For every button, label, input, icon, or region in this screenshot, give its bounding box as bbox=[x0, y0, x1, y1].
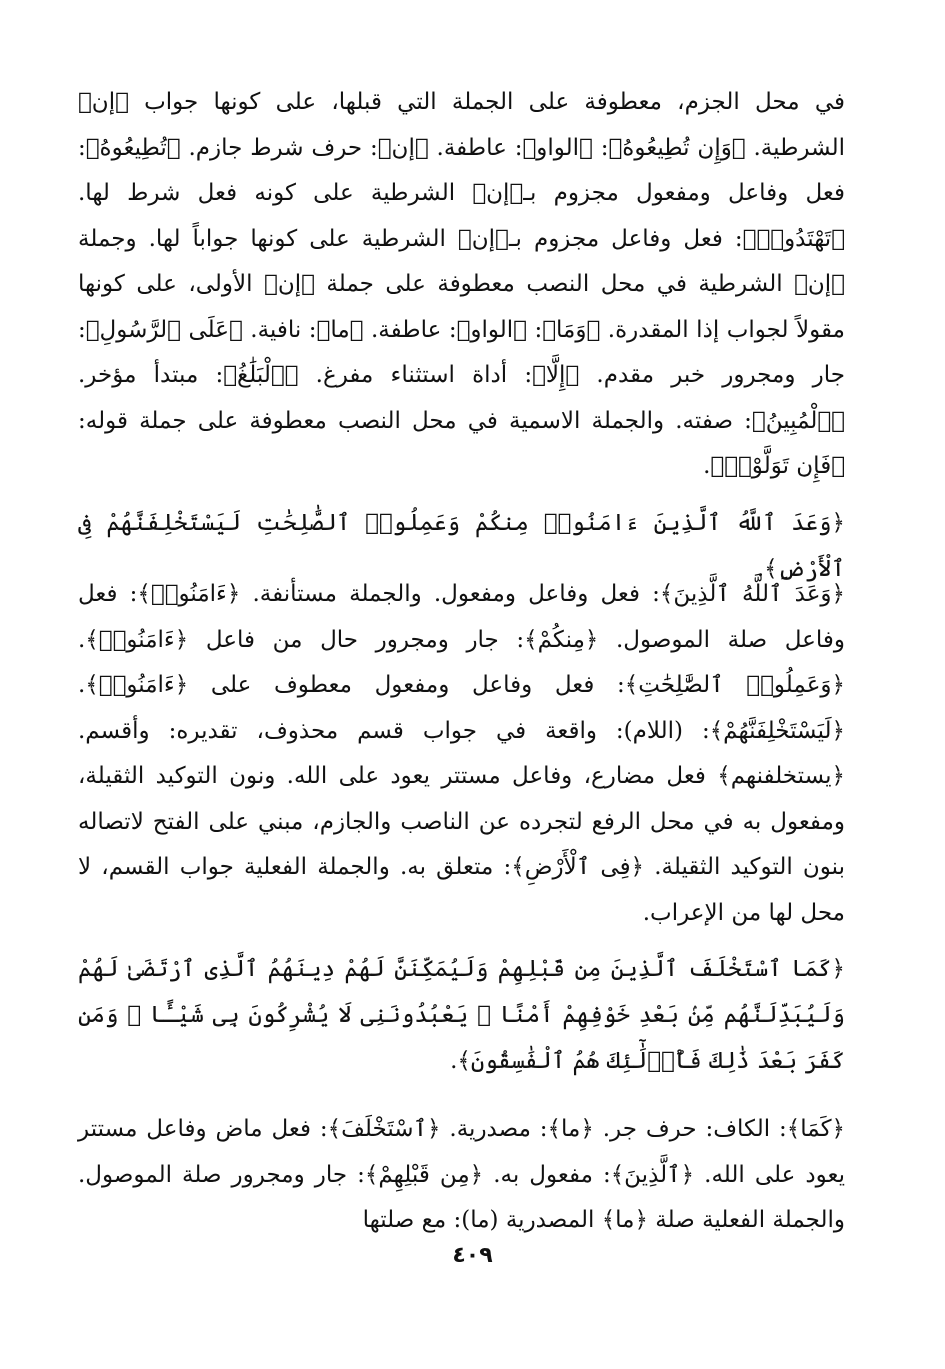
page-number: ٤٠٩ bbox=[452, 1243, 493, 1268]
verse-text: ﴿وَعَدَ ٱللَّهُ ٱلَّذِينَ ءَامَنُوا۟ مِنكُمْ وَعَمِلُوا۟ ٱلصَّٰلِحَٰتِ لَيَسْتَخْلِفَنَّهُمْ فِى ٱلْأَرْضِ﴾. bbox=[78, 510, 845, 582]
commentary-paragraph-3 bbox=[78, 1107, 845, 1244]
verse-text: ﴿كَمَا ٱسْتَخْلَفَ ٱلَّذِينَ مِن قَبْلِهِمْ وَلَيُمَكِّنَنَّ لَهُمْ دِينَهُمُ ٱلَّذِى ٱرْتَضَىٰ لَهُمْ وَلَيُبَدِّلَنَّهُم مِّنۢ بَعْدِ خَوْفِهِمْ أَمْنًا ۚ يَعْبُدُونَنِى لَا يُشْرِكُونَ بِى شَيْـًٔا ۚ وَمَن كَفَرَ بَعْدَ ذَٰلِكَ فَأُو۟لَٰٓئِكَ هُمُ ٱلْفَٰسِقُونَ﴾. bbox=[78, 956, 845, 1074]
commentary-paragraph-2 bbox=[78, 572, 845, 936]
commentary-paragraph-1 bbox=[78, 80, 845, 490]
paragraph-text: في محل الجزم، معطوفة على الجملة التي قبلها، على كونها جواب ﴿إن﴾ الشرطية. ﴿وَإِن تُطِيعُوهُ﴾: ﴿الواو﴾: عاطفة. ﴿إن﴾: حرف شرط جازم. ﴿تُطِيعُوهُ﴾: فعل وفاعل ومفعول مجزوم بـ﴿إن﴾ الشرطية على كونه فعل شرط لها. ﴿تَهْتَدُوا۟﴾: فعل وفاعل مجزوم بـ﴿إن﴾ الشرطية على كونها جواباً لها. وجملة ﴿إن﴾ الشرطية في محل النصب معطوفة على جملة ﴿إن﴾ الأولى، على كونها مقولاً لجواب إذا المقدرة. ﴿وَمَا﴾: ﴿الواو﴾: عاطفة. ﴿ما﴾: نافية. ﴿عَلَى ٱلرَّسُولِ﴾: جار ومجرور خبر مقدم. ﴿إِلَّا﴾: أداة استثناء مفرغ. ﴿ٱلْبَلَٰغُ﴾: مبتدأ مؤخر. ﴿ٱلْمُبِينُ﴾: صفته. والجملة الاسمية في محل النصب معطوفة على جملة قوله: ﴿فَإِن تَوَلَّوْا۟﴾. bbox=[78, 89, 845, 479]
paragraph-text: ﴿وَعَدَ ٱللَّهُ ٱلَّذِينَ﴾: فعل وفاعل ومفعول. والجملة مستأنفة. ﴿ءَامَنُوا۟﴾: فعل وفاعل صلة الموصول. ﴿مِنكُمْ﴾: جار ومجرور حال من فاعل ﴿ءَامَنُوا۟﴾. ﴿وَعَمِلُوا۟ ٱلصَّٰلِحَٰتِ﴾: فعل وفاعل ومفعول معطوف على ﴿ءَامَنُوا۟﴾. ﴿لَيَسْتَخْلِفَنَّهُمْ﴾: (اللام): واقعة في جواب قسم محذوف، تقديره: وأقسم. ﴿يستخلفنهم﴾ فعل مضارع، وفاعل مستتر يعود على الله. ونون التوكيد الثقيلة، ومفعول به في محل الرفع لتجرده عن الناصب والجازم، مبني على الفتح لاتصاله بنون التوكيد الثقيلة. ﴿فِى ٱلْأَرْضِ﴾: متعلق به. والجملة الفعلية جواب القسم، لا محل لها من الإعراب. bbox=[78, 581, 845, 926]
paragraph-text: ﴿كَمَا﴾: الكاف: حرف جر. ﴿ما﴾: مصدرية. ﴿ٱسْتَخْلَفَ﴾: فعل ماض وفاعل مستتر يعود على الله. ﴿ٱلَّذِينَ﴾: مفعول به. ﴿مِن قَبْلِهِمْ﴾: جار ومجرور صلة الموصول. والجملة الفعلية صلة ﴿ما﴾ المصدرية (ما): مع صلتها bbox=[78, 1116, 845, 1233]
quran-verse-2 bbox=[78, 946, 845, 1084]
